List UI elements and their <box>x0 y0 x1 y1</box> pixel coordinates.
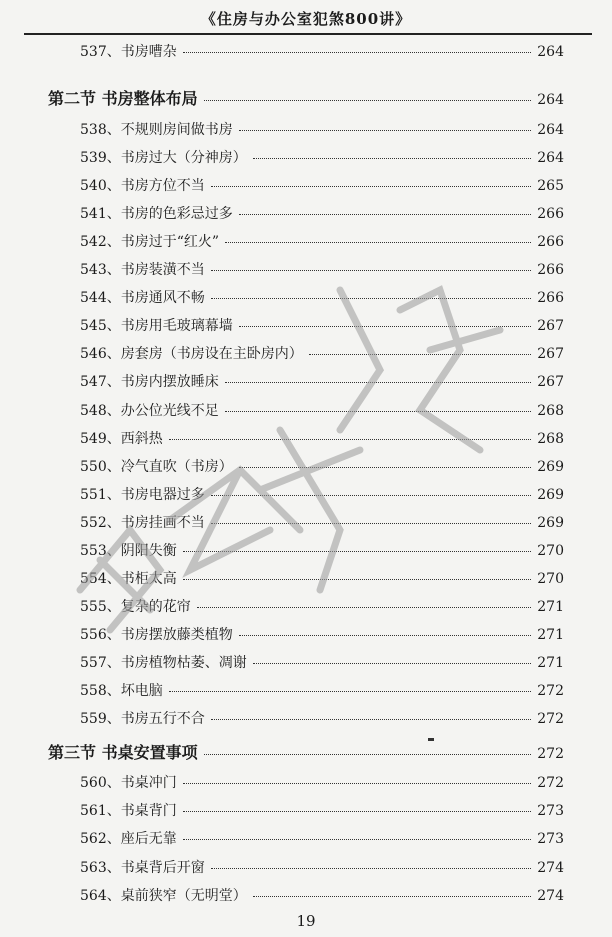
toc-entry <box>80 885 564 905</box>
page-number: 19 <box>296 912 316 930</box>
leader-dots <box>183 551 532 552</box>
toc-entry-label: 553、阴阳失衡 <box>80 542 177 559</box>
toc-entry-page: 267 <box>537 374 564 391</box>
leader-dots <box>253 158 532 159</box>
leader-dots <box>204 100 532 101</box>
toc-entry <box>80 147 564 167</box>
toc-entry <box>80 512 564 532</box>
toc-entry <box>80 203 564 223</box>
toc-entry <box>80 624 564 644</box>
leader-dots <box>225 382 532 383</box>
toc-entry-page: 266 <box>537 262 564 279</box>
toc-entry-label: 564、桌前狭窄（无明堂） <box>80 887 247 904</box>
leader-dots <box>239 130 532 131</box>
leader-dots <box>211 719 532 720</box>
toc-entry-page: 271 <box>537 598 564 615</box>
toc-entry-page: 271 <box>537 626 564 643</box>
leader-dots <box>239 214 532 215</box>
toc-entry-label: 550、冷气直吹（书房） <box>80 458 233 475</box>
toc-entry-label: 544、书房通风不畅 <box>80 290 205 307</box>
toc-entry-page: 266 <box>537 290 564 307</box>
toc-entry <box>80 371 564 391</box>
leader-dots <box>183 52 532 53</box>
toc-entry-label: 551、书房电器过多 <box>80 486 205 503</box>
toc-entry-label: 547、书房内摆放睡床 <box>80 374 219 391</box>
toc-entry-label: 537、书房嘈杂 <box>80 44 177 60</box>
toc-entry <box>80 596 564 616</box>
toc-entry-label: 545、书房用毛玻璃幕墙 <box>80 318 233 335</box>
toc-entry <box>80 484 564 504</box>
toc-entry <box>80 231 564 251</box>
section-page: 272 <box>537 746 564 762</box>
leader-dots <box>211 270 532 271</box>
toc-entry-page: 272 <box>537 775 564 791</box>
toc-entry <box>80 428 564 448</box>
leader-dots <box>183 783 532 784</box>
toc-entry-label: 562、座后无靠 <box>80 831 177 848</box>
toc-entry-page: 273 <box>537 803 564 820</box>
leader-dots <box>225 411 532 412</box>
toc-entry-page: 270 <box>537 570 564 587</box>
toc-entry-page: 272 <box>537 711 564 728</box>
leader-dots <box>169 439 532 440</box>
toc-entry <box>80 400 564 420</box>
toc-entry-page: 265 <box>537 178 564 195</box>
section-title: 第三节 书桌安置事项 <box>48 743 198 762</box>
leader-dots <box>197 607 532 608</box>
leader-dots <box>211 523 532 524</box>
toc-entry-label: 556、书房摆放藤类植物 <box>80 626 233 643</box>
toc-entry-page: 268 <box>537 430 564 447</box>
toc-entry-label: 549、西斜热 <box>80 430 163 447</box>
toc-entry-page: 271 <box>537 654 564 671</box>
section-heading <box>48 86 564 109</box>
toc-entry-label: 552、书房挂画不当 <box>80 514 205 531</box>
leader-dots <box>239 326 532 327</box>
leader-dots <box>211 298 532 299</box>
leader-dots <box>239 635 532 636</box>
toc-entry <box>80 456 564 476</box>
toc-entry <box>80 828 564 848</box>
leader-dots <box>225 242 531 243</box>
toc-entry-page: 269 <box>537 458 564 475</box>
toc-entry <box>80 800 564 820</box>
toc-entry <box>80 41 564 61</box>
toc-entry <box>80 680 564 700</box>
toc-entry-page: 264 <box>537 150 564 167</box>
toc-entry-label: 558、坏电脑 <box>80 683 163 699</box>
toc-entry-page: 264 <box>537 44 564 60</box>
toc-entry-label: 548、办公位光线不足 <box>80 402 219 419</box>
toc-entry-page: 267 <box>537 346 564 363</box>
leader-dots <box>253 896 532 897</box>
toc-entry-page: 270 <box>537 542 564 559</box>
toc-entry-page: 264 <box>537 122 564 138</box>
toc-entry <box>80 259 564 279</box>
leader-dots <box>183 839 532 840</box>
toc-entry <box>80 315 564 335</box>
toc-entry <box>80 568 564 588</box>
leader-dots <box>309 354 532 355</box>
toc-entry-label: 538、不规则房间做书房 <box>80 122 233 138</box>
toc-entry-label: 540、书房方位不当 <box>80 178 205 195</box>
toc-entry-page: 268 <box>537 402 564 419</box>
toc-entry <box>80 119 564 139</box>
toc-entry-label: 539、书房过大（分神房） <box>80 150 247 167</box>
toc-entry-label: 542、书房过于“红火” <box>80 234 220 251</box>
toc-entry-label: 554、书柜太高 <box>80 570 177 587</box>
toc-entry <box>80 652 564 672</box>
running-head-title: 《住房与办公室犯煞800讲》 <box>200 10 412 28</box>
toc-entry-label: 557、书房植物枯萎、凋谢 <box>80 654 247 671</box>
toc-entry-page: 272 <box>537 683 564 699</box>
toc-entry-page: 269 <box>537 514 564 531</box>
toc-entry-label: 563、书桌背后开窗 <box>80 859 205 876</box>
stray-mark <box>428 738 434 741</box>
toc-entry <box>80 343 564 363</box>
leader-dots <box>183 579 532 580</box>
toc-entry-label: 560、书桌冲门 <box>80 775 177 791</box>
section-heading <box>48 740 564 763</box>
toc-entry <box>80 175 564 195</box>
leader-dots <box>204 754 532 755</box>
section-page: 264 <box>537 92 564 108</box>
toc-entry <box>80 772 564 792</box>
toc-entry <box>80 857 564 877</box>
toc-entry-label: 561、书桌背门 <box>80 803 177 820</box>
toc-entry <box>80 708 564 728</box>
toc-entry <box>80 287 564 307</box>
toc-entry-page: 274 <box>537 859 564 876</box>
section-title: 第二节 书房整体布局 <box>48 89 198 108</box>
toc-entry-label: 559、书房五行不合 <box>80 711 205 728</box>
toc-entry-page: 266 <box>537 206 564 223</box>
toc-entry-page: 266 <box>537 234 564 251</box>
leader-dots <box>239 467 532 468</box>
leader-dots <box>253 663 532 664</box>
toc-entry-label: 546、房套房（书房设在主卧房内） <box>80 346 303 363</box>
leader-dots <box>211 186 532 187</box>
toc-entry-label: 541、书房的色彩忌过多 <box>80 206 233 223</box>
leader-dots <box>211 868 532 869</box>
leader-dots <box>183 811 532 812</box>
toc-entry <box>80 540 564 560</box>
toc-entry-page: 274 <box>537 887 564 904</box>
toc-entry-page: 269 <box>537 486 564 503</box>
leader-dots <box>211 495 532 496</box>
toc-entry-label: 543、书房装潢不当 <box>80 262 205 279</box>
leader-dots <box>169 691 532 692</box>
toc-entry-label: 555、复杂的花帘 <box>80 598 191 615</box>
toc-entry-page: 273 <box>537 831 564 848</box>
toc-entry-page: 267 <box>537 318 564 335</box>
